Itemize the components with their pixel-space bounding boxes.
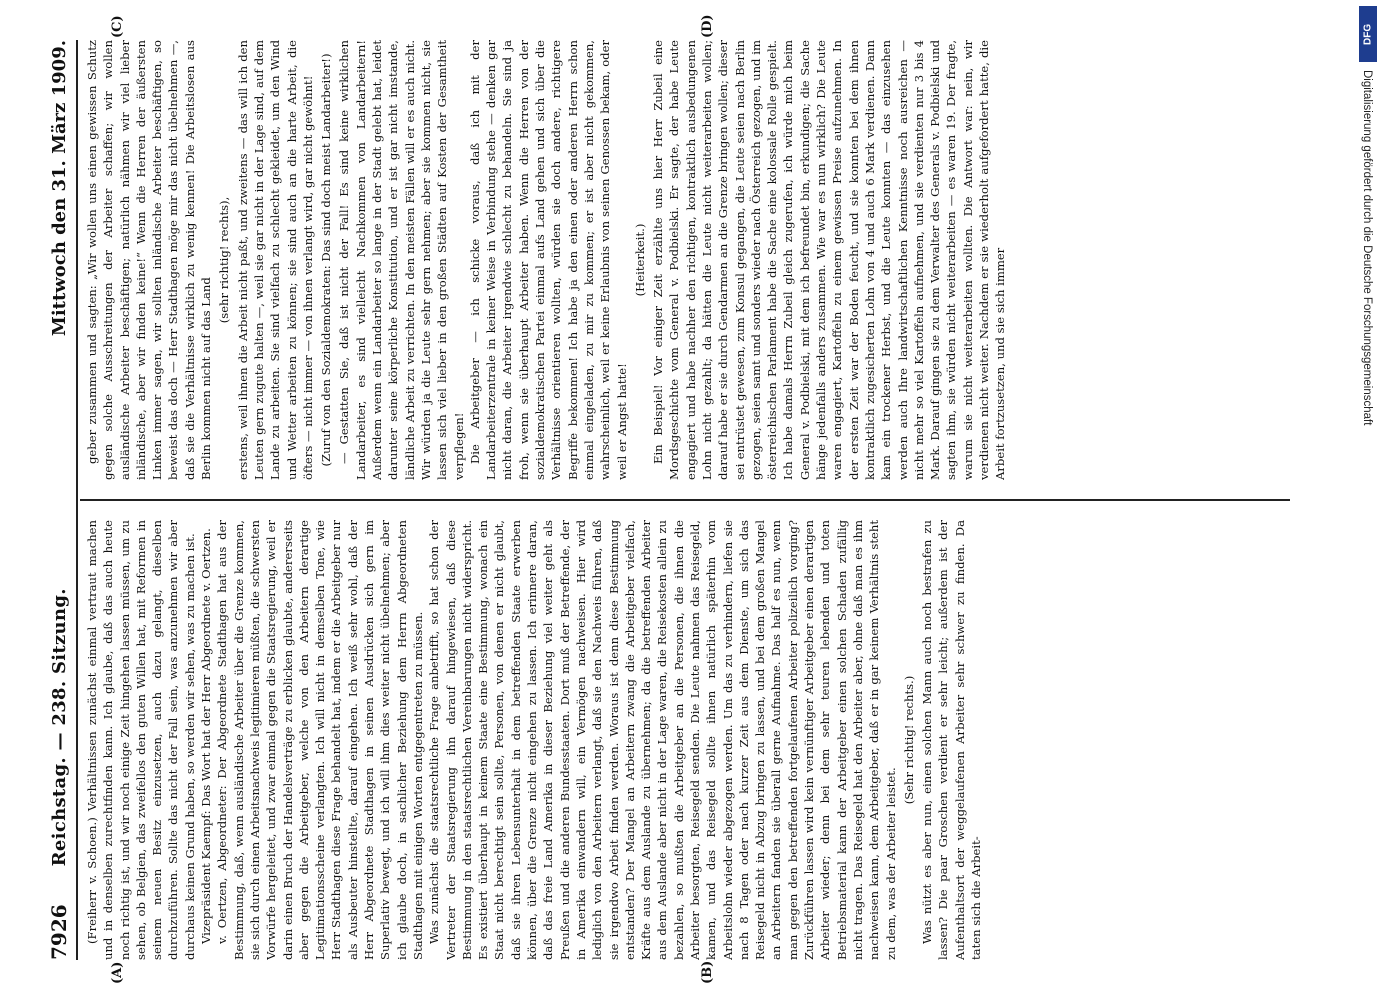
digitization-credit: Digitalisierung gefördert durch die Deutsche Forschungsgemeinschaft [1361, 70, 1373, 426]
paragraph: (Zuruf von den Sozialdemokraten: Das sind doch meist Landarbeiter!) [319, 53, 334, 467]
margin-mark-b: (B) [700, 960, 715, 984]
dfg-logo: DFG [1359, 6, 1377, 62]
running-title: Reichstag. — 238. Sitzung. [48, 588, 70, 867]
paragraph: Was zunächst die staatsrechtliche Frage anbetrifft, so hat schon der Vertreter der Staatsregierung ihn darauf hingewiesen, daß diese Bestimmung in den staatsrechtlichen Vereinbarungen nicht widerspricht. Es existiert überhaupt in keinem Staate eine Bestimmung, wonach ein Staat nicht berechtigt sein sollte, Personen, von denen er nicht glaubt, daß sie ihren Lebensunterhalt in dem betreffenden Staate erwerben können, über die Grenze nicht eingehen zu lassen. Ich erinnere daran, daß das freie Land Amerika in dieser Beziehung viel weiter geht als Preußen und die anderen Bundesstaaten. Dort muß der Betreffende, der in Amerika einwandern will, ein Vermögen nachweisen. Hier wird lediglich von den Arbeitern verlangt, daß sie den Nachweis führen, daß sie irgendwo Arbeit finden werden. Woraus ist denn diese Bestimmung entstanden? Der Mangel an Arbeitern zwang die Arbeitgeber vielfach, Kräfte aus dem Auslande zu übernehmen; da die betreffenden Arbeiter aus dem Auslande aber nicht in der Lage waren, die Reisekosten allein zu bezahlen, so mußten die Arbeitgeber an die Personen, die ihnen die Arbeiter besorgten, Reisegeld senden. Die Leute nahmen das Reisegeld, kamen, und das Reisegeld sollte ihnen natürlich späterhin vom Arbeitslohn wieder abgezogen werden. Um das zu verhindern, liefen sie nach 8 Tagen oder nach kurzer Zeit aus dem Dienste, um sich das Reisegeld nicht in Abzug bringen zu lassen, und bei dem großen Mangel an Arbeitern fanden sie überall gerne Aufnahme. Das half es nun, wenn man gegen den betreffenden fortgelaufenen Arbeiter polizeilich vorging? Zurückführen lassen wird kein vernünftiger Arbeitgeber einen derartigen Arbeiter wieder; denn bei dem sehr teuren lebenden und toten Betriebsmaterial kann der Arbeitgeber einen solchen Schaden zufällig nicht tragen. Das Reisegeld hat den Arbeiter aber, ohne daß man es ihm nachweisen kann, dem Arbeitgeber, daß er in gar keinem Verhältnis steht zu dem, was der Arbeiter leistet. [427, 520, 898, 960]
paragraph: — Gestatten Sie, daß ist nicht der Fall! Es sind keine wirklichen Landarbeiter, es sind vielleicht Nachkommen von Landarbeitern! Außerdem wenn ein Landarbeiter so lange in der Stadt gelebt hat, leidet darunter seine körperliche Konstitution, und er ist gar nicht imstande, ländliche Arbeit zu verrichten. In den meisten Fällen will er es auch nicht. Wir würden ja die Leute sehr gern nehmen; aber sie kommen nicht, sie lassen sich viel lieber in den großen Städten auf Kosten der Gesamtheit verpflegen! [337, 40, 466, 480]
margin-mark-a: (A) [110, 961, 125, 984]
paragraph: Was nützt es aber nun, einen solchen Mann auch noch bestrafen zu lassen? Die paar Groschen verdient er sehr leicht; außerdem ist der Aufenthaltsort der weggelaufenen Arbeiter sehr schwer zu finden. Da taten sich die Arbeit- [920, 520, 984, 960]
left-column [84, 520, 1290, 960]
paragraph: (Sehr richtig! rechts.) [901, 675, 916, 805]
paragraph: erstens, weil ihnen die Arbeit nicht paßt, und zweitens — das will ich den Leuten gern zugute halten —, weil sie gar nicht in der Lage sind, auf dem Lande zu arbeiten. Sie sind vielfach zu schlecht gekleidet, um den Wind und Wetter arbeiten zu können; sie sind auch an die harte Arbeit, die öfters — nicht immer — von ihnen verlangt wird, gar nicht gewöhnt! [235, 40, 315, 480]
paragraph: (sehr richtig! rechts), [217, 196, 232, 324]
paragraph: (Freiherr v. Schoen.) Verhältnissen zunächst einmal vertraut machen und in denselben zurechtfinden kann. Ich glaube, daß das auch heute noch richtig ist, und wir noch einige Zeit hingehen lassen müssen, um zu sehen, ob Belgien, das zweifellos den guten Willen hat, mit Reformen in seinem neuen Besitz einzusetzen, auch dazu gelangt, dieselben durchzuführen. Sollte das nicht der Fall sein, was anzunehmen wir aber durchaus keinen Grund haben, so werden wir sehen, was zu machen ist. [85, 520, 197, 960]
header-rule [76, 40, 78, 960]
session-date: Mittwoch den 31. März 1909. [48, 40, 70, 337]
paragraph: geber zusammen und sagten: „Wir wollen uns einen gewissen Schutz gegen solche Ausschreitungen der Arbeiter schaffen; wir wollen ausländische Arbeiter beschäftigen; natürlich nähmen wir viel lieber inländische, aber wir finden keine!“ Wenn die Herren der äußersten Linken immer sagen, wir sollten inländische Arbeiter beschäftigen, so beweist das doch — Herr Stadthagen möge mir das nicht übelnehmen —, daß sie die Verhältnisse wirklich zu wenig kennen! Die Arbeitslosen aus Berlin kommen nicht auf das Land [85, 40, 214, 480]
paragraph: Vizepräsident Kaempf: Das Wort hat der Herr Abgeordnete v. Oertzen. [199, 528, 214, 944]
margin-mark-d: (D) [700, 14, 715, 38]
right-column [84, 40, 1290, 480]
margin-mark-c: (C) [110, 15, 125, 38]
column-divider [80, 499, 1290, 501]
paragraph: Die Arbeitgeber — ich schicke voraus, daß ich mit der Landarbeiterzentrale in keiner Weise in Verbindung stehe — denken gar nicht daran, die Arbeiter irgendwie schlecht zu behandeln. Sie sind ja froh, wenn sie überhaupt Arbeiter haben. Wenn die Herren von der sozialdemokratischen Partei einmal aufs Land gehen und sich über die Verhältnisse orientieren wollten, würden sie doch andere, richtigere Begriffe bekommen! Ich habe ja den einen oder anderen Herrn schon einmal eingeladen, zu mir zu kommen; er ist aber nicht gekommen, wahrscheinlich, weil er keine Erlaubnis von seinen Genossen bekam, oder weil er Angst hatte! [467, 40, 629, 480]
page-number: 7926 [47, 904, 71, 960]
paragraph: (Heiterkeit.) [632, 223, 647, 297]
paragraph: Ein Beispiel! Vor einiger Zeit erzählte uns hier Herr Zubeil eine Mordsgeschichte vom General v. Podbielski. Er sagte, der habe Leute engagiert und habe nachher den richtigen, kontraktlich ausbedungenen Lohn nicht gezahlt; da hätten die Leute nicht weiterarbeiten wollen; darauf habe er sie durch Gendarmen an die Grenze bringen wollen; dieser sei entrüstet gewesen, zum Konsul gegangen, die Leute seien nach Berlin gezogen, seien samt und sonders wieder nach Österreich gezogen, und im österreichischen Parlament habe die Sache eine kolossale Rolle gespielt. Ich habe damals Herrn Zubeil gleich zugerufen, ich würde mich beim General v. Podbielski, mit dem ich befreundet bin, erkundigen; die Sache hänge jedenfalls anders zusammen. Wie war es nun wirklich? Die Leute waren engagiert, Kartoffeln zu einem gewissen Preise aufzunehmen. In der ersten Zeit war der Boden feucht, und sie konnten bei dem ihnen kontraktlich zugesicherten Lohn von 4 und auch 6 Mark verdienen. Dann kam ein trockener Herbst, und die Leute konnten — das einzusehen werden auch Ihre landwirtschaftlichen Kenntnisse noch ausreichen — nicht mehr so viel Kartoffeln aufnehmen, und sie verdienten nur 3 bis 4 Mark. Darauf gingen sie zu dem Verwalter des Generals v. Podbielski und sagten ihm, sie würden nicht weiterarbeiten — es waren 19. Der fragte, warum sie nicht weiterarbeiten wollten. Die Antwort war: nein, wir verdienen nicht weiter. Nachdem er sie wiederholt aufgefordert hatte, die Arbeit fortzusetzen, und sie sich immer [651, 40, 1008, 480]
page-header [46, 40, 72, 960]
paragraph: v. Oertzen, Abgeordneter: Der Abgeordnete Stadthagen hat aus der Bestimmung, daß, wenn ausländische Arbeiter über die Grenze kommen, sie sich durch einen Arbeitsnachweis legitimieren müßten, die schwersten Vorwürfe hergeleitet, und zwar einmal gegen die Staatsregierung, weil er darin einen Bruch der Handelsverträge zu erblicken glaubte, andererseits aber gegen die Arbeitgeber, welche von den Arbeitern derartige Legitimationsscheine verlangten. Ich will nicht in demselben Tone, wie Herr Stadthagen diese Frage behandelt hat, indem er die Arbeitgeber nur als Ausbeuter hinstellte, darauf eingehen. Ich weiß sehr wohl, daß der Herr Abgeordnete Stadthagen in seinen Ausdrücken sich gern im Superlativ bewegt, und ich will ihm dies weiter nicht übelnehmen; aber ich glaube doch, in sachlicher Beziehung dem Herrn Abgeordneten Stadthagen mit einigen Worten entgegentreten zu müssen. [215, 520, 425, 960]
